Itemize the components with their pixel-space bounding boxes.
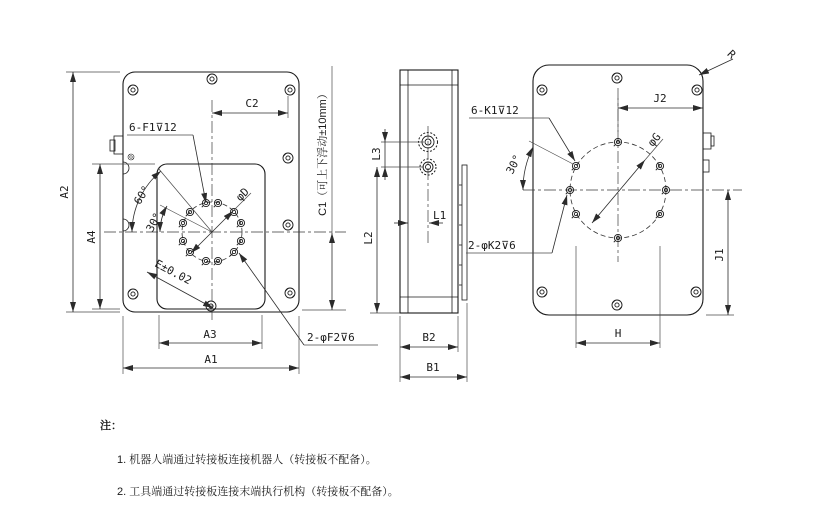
dim-b1: B1 (426, 361, 440, 374)
tool-corner-radius: R (724, 47, 739, 62)
dim-a2: A2 (58, 185, 71, 199)
front-bolt-circle-dia: φD (233, 185, 252, 204)
note-1: 1. 机器人端通过转接板连接机器人（转接板不配备）。 (117, 454, 377, 466)
side-flange-plate (459, 165, 467, 300)
side-view (362, 70, 467, 382)
front-hole-callout-bottom: 2-φF2⊽6 (307, 331, 355, 344)
front-hole-callout-top: 6-F1⊽12 (129, 121, 177, 134)
dim-j1: J1 (713, 248, 726, 262)
dim-a1: A1 (204, 353, 218, 366)
notes (100, 418, 399, 498)
dim-a4: A4 (85, 230, 98, 244)
tool-angle-30: 30° (503, 152, 525, 177)
dim-c1: C1（可上下浮动±10mm） (317, 88, 329, 216)
tool-hole-callout-bottom: 2-φK2⊽6 (468, 239, 516, 252)
dim-a3: A3 (203, 328, 217, 341)
tool-view (466, 48, 742, 348)
dim-c2: C2 (245, 97, 259, 110)
tool-bolt-circle-dia: φG (645, 130, 664, 150)
dim-b2: B2 (422, 331, 436, 344)
front-side-connector (110, 136, 129, 231)
dim-j2: J2 (653, 92, 667, 105)
tool-screws (537, 73, 702, 310)
side-body-outline (400, 70, 458, 313)
front-pin-tolerance: E±0.02 (152, 257, 194, 288)
tool-side-connector (703, 133, 714, 172)
notes-title: 注： (100, 420, 122, 432)
front-view (58, 66, 378, 374)
tool-hole-callout-top: 6-K1⊽12 (471, 104, 519, 117)
dim-h: H (614, 327, 622, 340)
front-angle-30: 30° (143, 210, 165, 235)
dim-l1: L1 (433, 209, 447, 222)
dim-l2: L2 (362, 231, 375, 245)
note-2: 2. 工具端通过转接板连接末端执行机构（转接板不配备）。 (117, 486, 399, 498)
dim-l3: L3 (370, 147, 383, 161)
front-angle-60: 60° (131, 183, 153, 208)
